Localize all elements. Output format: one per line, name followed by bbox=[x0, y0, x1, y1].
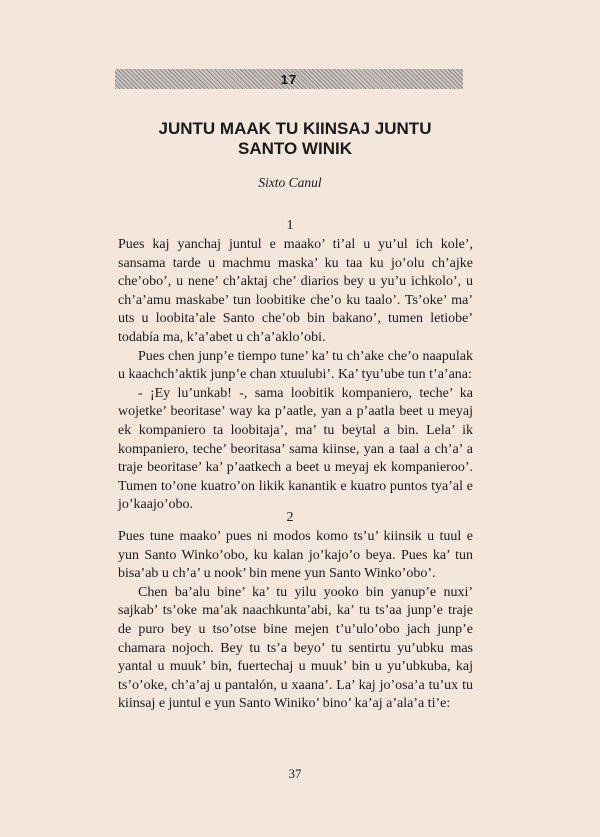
story-title-line-2: SANTO WINIK bbox=[238, 139, 352, 158]
paragraph: - ¡Ey lu’unkab! -, sama loobitik kompaniero, teche’ ka wojetke’ beoritase’ way ka p’aatle, yan a p’aatla beet u meyaj ek kompaniero ta loobitaja’, ma’ tu beytal a bin. Lela’ ik kompaniero, teche’ beoritasa’ sama kiinse, yan a taal a ch’a’ a traje beoritase’ ka’ p’aatkech a beet u meyaj ek kompanieroo’. Tumen to’one kuatro’on likik kanantik e kuatro puntos tya’al e jo’kaajo’obo. bbox=[118, 385, 473, 513]
story-title bbox=[100, 119, 490, 159]
section-number-2: 2 bbox=[286, 510, 294, 525]
page-number: 37 bbox=[288, 766, 302, 781]
story-title-line-1: JUNTU MAAK TU KIINSAJ JUNTU bbox=[158, 119, 432, 138]
paragraph: Pues tune maako’ pues ni modos komo ts’u’ kiinsik u tuul e yun Santo Winko’obo, ku kalan jo’kajo’o beya. Pues ka’ tun bisa’ab u ch’a’ u nook’ bin mene yun Santo Winko’obo’. bbox=[118, 529, 473, 582]
chapter-header-bar bbox=[115, 69, 463, 89]
section-2-body bbox=[118, 528, 473, 714]
author-name: Sixto Canul bbox=[258, 175, 322, 190]
paragraph: Chen ba’alu bine’ ka’ tu yilu yooko bin yanup’e nuxi’ sajkab’ ts’oke ma’ak naachkunta’abi, ka’ tu ts’aa junp’e traje de puro bey u tso’otse bine mejen t’u’ulo’obo jach junp’e chamara nojoch. Bey tu ts’a beyo’ tu sentirtu yu’ubku mas yantal u muuk’ bin, fuertechaj u muuk’ bin u yu’ubkuba, kaj ts’o’oke, ch’a’aj u pantalón, u xaana’. La’ kaj jo’osa’a tu’ux tu kiinsaj e juntul e yun Santo Winiko’ bino’ ka’aj a’ala’a ti’e: bbox=[118, 584, 473, 712]
section-1-body bbox=[118, 236, 473, 515]
paragraph: Pues chen junp’e tiempo tune’ ka’ tu ch’ake che’o naapulak u kaachch’aktik junp’e chan xtuulubi’. Ka’ tyu’ube tun t’a’ana: bbox=[118, 348, 473, 383]
paragraph: Pues kaj yanchaj juntul e maako’ ti’al u yu’ul ich kole’, sansama tarde u machmu maska’ ku taa ku jo’olu ch’ajke che’obo’, u nene’ ch’aktaj che’ diarios bey u yu’u ichkolo’, u ch’a’amu maskabe’ tun loobitike che’o ku taalo’. Ts’oke’ ma’ uts u loobita’ale Santo che’ob bin bakano’, tumen letiobe’ todabía ma, k’a’abet u ch’a’aklo’obi. bbox=[118, 237, 473, 345]
section-number-1: 1 bbox=[286, 218, 294, 233]
chapter-number: 17 bbox=[280, 71, 298, 87]
